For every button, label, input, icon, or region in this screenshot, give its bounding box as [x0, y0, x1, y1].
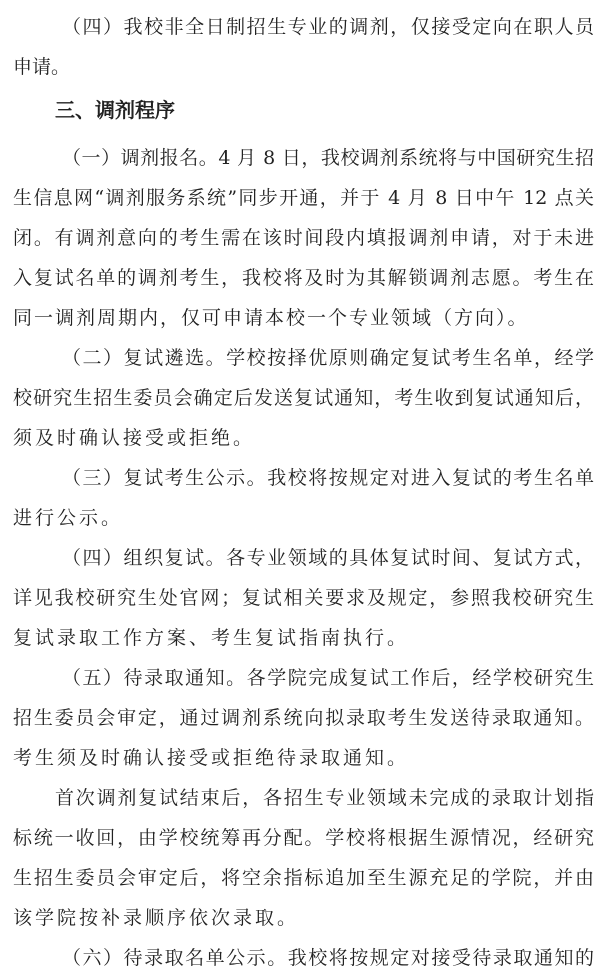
paragraph-line: 复试录取工作方案、考生复试指南执行。 — [13, 627, 410, 649]
paragraph-line: 进行公示。 — [13, 507, 124, 529]
paragraph-line: 详见我校研究生处官网；复试相关要求及规定，参照我校研究生 — [13, 587, 594, 609]
paragraph-line: （五）待录取通知。各学院完成复试工作后，经学校研究生 — [62, 667, 594, 689]
paragraph-line: 招生委员会审定，通过调剂系统向拟录取考生发送待录取通知。 — [13, 707, 594, 729]
paragraph-line: （四）我校非全日制招生专业的调剂，仅接受定向在职人员 — [62, 16, 594, 38]
paragraph-line: （三）复试考生公示。我校将按规定对进入复试的考生名单 — [62, 467, 594, 489]
paragraph-line: （四）组织复试。各专业领域的具体复试时间、复试方式， — [62, 547, 594, 569]
paragraph-line: （一）调剂报名。4 月 8 日，我校调剂系统将与中国研究生招 — [62, 147, 594, 169]
paragraph-line: 考生须及时确认接受或拒绝待录取通知。 — [13, 747, 410, 769]
paragraph-line: 生信息网“调剂服务系统”同步开通，并于 4 月 8 日中午 12 点关 — [13, 187, 594, 209]
paragraph-line: 闭。有调剂意向的考生需在该时间段内填报调剂申请，对于未进 — [13, 227, 594, 249]
paragraph-line: 首次调剂复试结束后，各招生专业领域未完成的录取计划指 — [55, 787, 594, 809]
paragraph-line: 同一调剂周期内，仅可申请本校一个专业领域（方向）。 — [13, 307, 529, 329]
paragraph-line: （二）复试遴选。学校按择优原则确定复试考生名单，经学 — [62, 347, 594, 369]
paragraph-line: 申请。 — [13, 56, 71, 78]
paragraph-line: 须及时确认接受或拒绝。 — [13, 427, 256, 449]
paragraph-line: 生招生委员会审定后，将空余指标追加至生源充足的学院，并由 — [13, 867, 594, 889]
section-heading: 三、调剂程序 — [55, 98, 175, 122]
paragraph-line: 标统一收回，由学校统筹再分配。学校将根据生源情况，经研究 — [13, 827, 594, 849]
paragraph-line: （六）待录取名单公示。我校将按规定对接受待录取通知的 — [62, 947, 594, 969]
paragraph-line: 校研究生招生委员会确定后发送复试通知，考生收到复试通知后， — [13, 387, 594, 409]
paragraph-line: 入复试名单的调剂考生，我校将及时为其解锁调剂志愿。考生在 — [13, 267, 594, 289]
paragraph-line: 该学院按补录顺序依次录取。 — [13, 907, 300, 929]
